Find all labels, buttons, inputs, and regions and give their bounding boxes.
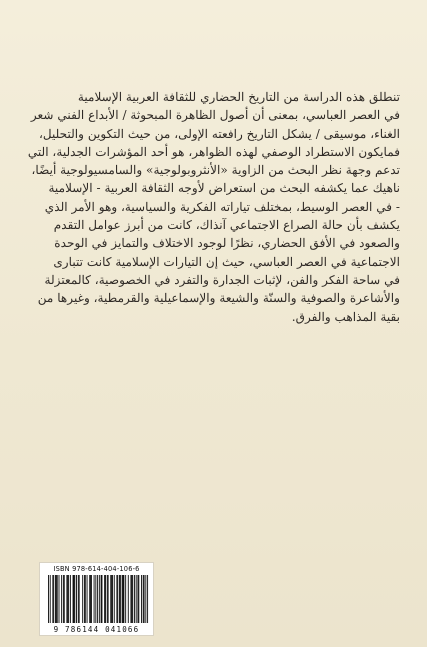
barcode-bar: [105, 575, 106, 623]
barcode-bar: [116, 575, 117, 623]
barcode-bar: [119, 575, 120, 623]
barcode-bar: [76, 575, 77, 623]
barcode-bar: [102, 575, 103, 623]
barcode-bar: [147, 575, 148, 623]
blurb-text: [27, 88, 400, 326]
isbn-barcode: [39, 562, 154, 636]
barcode-bar: [111, 575, 112, 623]
barcode-bar: [59, 575, 60, 623]
barcode-bar: [61, 575, 62, 623]
barcode-bar: [89, 575, 90, 623]
barcode-bar: [94, 575, 95, 623]
barcode-bar: [78, 575, 79, 623]
barcode-bar: [68, 575, 69, 623]
barcode-bar: [82, 575, 83, 623]
barcode-bar: [112, 575, 113, 623]
blurb-line: تنطلق هذه الدراسة من التاريخ الحضاري للثقافة العربية الإسلامية: [77, 90, 400, 104]
blurb-line: والأشاعرة والصوفية والسنّة والشيعة والإسماعيلية والقرمطية، وغيرها من: [37, 291, 400, 306]
barcode-bar: [128, 575, 129, 623]
barcode-bar: [53, 575, 54, 623]
barcode-bar: [95, 575, 96, 623]
barcode-bar: [85, 575, 86, 623]
barcode-bar: [123, 575, 124, 623]
barcode-bar: [63, 575, 64, 623]
barcode-bar: [120, 575, 121, 623]
barcode-bar: [130, 575, 131, 623]
barcode-bar: [141, 575, 142, 623]
barcode-bar: [73, 575, 74, 623]
barcode-bar: [99, 575, 100, 623]
barcode-bar: [48, 575, 49, 623]
barcode-bar: [90, 575, 91, 623]
barcode-bar: [64, 575, 65, 623]
barcode-bar: [125, 575, 126, 623]
barcode-bar: [55, 575, 56, 623]
blurb-line: والصعود في الأفق الحضاري، نظرًا لوجود الاختلاف والتمايز في الوحدة: [54, 236, 400, 251]
barcode-bar: [144, 575, 145, 623]
barcode-bar: [110, 575, 111, 623]
barcode-bar: [134, 575, 135, 623]
barcode-bar: [50, 575, 51, 623]
barcode-bar: [87, 575, 88, 623]
barcode-bar: [52, 575, 53, 623]
blurb-line: الاجتماعية في العصر العباسي، حيث إن التيارات الإسلامية كانت تتبارى: [53, 254, 400, 269]
barcode-bar: [122, 575, 123, 623]
blurb-line: ناهيك عما يكشفه البحث من استعراض لأوجه الثقافة العربية - الإسلامية: [48, 181, 400, 196]
barcode-bar: [132, 575, 133, 623]
barcode-bar: [136, 575, 137, 623]
barcode-bar: [108, 575, 109, 623]
barcode-bar: [117, 575, 118, 623]
blurb-line: الغناء، موسيقى / يشكل التاريخ رافعته الإولى، من حيث التكوين والتحليل،: [38, 126, 400, 141]
barcode-bar: [137, 575, 138, 623]
blurb-line: تدعم وجهة نظر البحث من الزاوية «الأنثروبولوجية» والسامسيولوجية أيضًا،: [31, 163, 400, 178]
blurb-line: بقية المذاهب والفرق.: [291, 309, 400, 324]
barcode-bar: [145, 575, 146, 623]
blurb-line: في العصر العباسي، بمعنى أن أصول الظاهرة المبحوثة / الأبداع الفني شعر: [30, 108, 400, 123]
blurb-line: فمايكون الاستطراد الوصفي لهذه الظواهر، هو أحد المؤشرات الجدلية، التي: [27, 144, 400, 159]
barcode-bar: [131, 575, 132, 623]
blurb-line: في ساحة الفكر والفن، لإثبات الجدارة والتفرد في الخصوصية، كالمعتزلة: [44, 272, 400, 287]
barcode-bar: [56, 575, 57, 623]
isbn-label: ISBN 978-614-404-106-6: [53, 565, 140, 573]
barcode-bar: [91, 575, 92, 623]
barcode-bar: [97, 575, 98, 623]
barcode-bar: [104, 575, 105, 623]
barcode-bar: [114, 575, 115, 623]
blurb-line: يكشف بأن حالة الصراع الاجتماعي آنذاك، كانت من أبرز عوامل التقدم: [53, 218, 400, 233]
isbn-digits: 9 786144 041066: [53, 625, 140, 634]
barcode-bar: [67, 575, 68, 623]
barcode-bar: [123, 575, 124, 623]
barcode-bar: [107, 575, 108, 623]
barcode-bar: [84, 575, 85, 623]
blurb-line: - في العصر الوسيط، بمختلف تياراته الفكرية والسياسية، وهو الأمر الذي: [44, 199, 400, 214]
barcode-bar: [143, 575, 144, 623]
barcode-bar: [66, 575, 67, 623]
barcode-bar: [74, 575, 75, 623]
barcode-bar: [73, 575, 74, 623]
barcode-bar: [138, 575, 139, 623]
barcode-bars: [48, 575, 148, 623]
barcode-bar: [57, 575, 58, 623]
barcode-bar: [79, 575, 80, 623]
barcode-bar: [101, 575, 102, 623]
barcode-bar: [70, 575, 71, 623]
